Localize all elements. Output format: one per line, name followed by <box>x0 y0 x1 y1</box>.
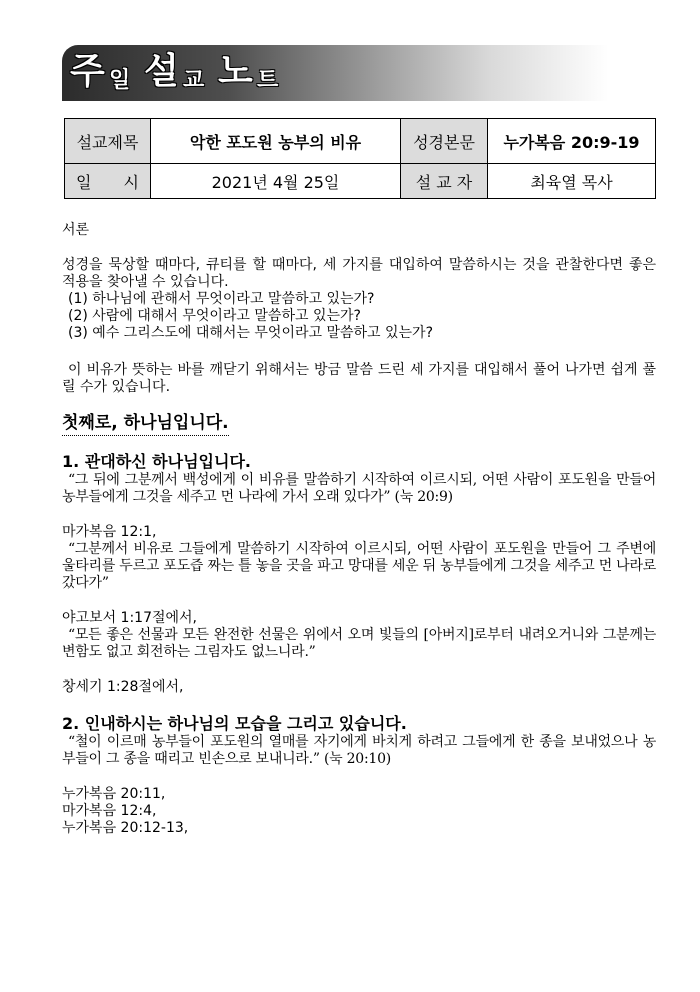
date-label: 일 시 <box>65 164 151 199</box>
banner-char: 일 <box>109 68 131 93</box>
sermon-title-label: 설교제목 <box>65 119 151 164</box>
reference-label: 누가복음 20:12-13, <box>62 820 189 836</box>
title-banner <box>62 45 656 101</box>
question-item: (3) 예수 그리스도에 대해서는 무엇이라고 말씀하고 있는가? <box>68 325 434 341</box>
sermon-body <box>62 222 656 837</box>
question-item: (2) 사람에 대해서 무엇이라고 말씀하고 있는가? <box>68 308 361 324</box>
sermon-date: 2021년 4월 25일 <box>151 164 401 199</box>
banner-char: 주 <box>70 51 105 92</box>
banner-char: 교 <box>183 68 205 93</box>
scripture-quote: “모든 좋은 선물과 모든 완전한 선물은 위에서 오며 빛들의 [아버지]로부터 내려오거니와 그분께는 변함도 없고 회전하는 그림자도 없느니라.” <box>62 627 656 660</box>
question-item: (1) 하나님에 관해서 무엇이라고 말씀하고 있는가? <box>68 291 375 307</box>
preacher-label: 설 교 자 <box>401 164 488 199</box>
point-heading: 1. 관대하신 하나님입니다. <box>62 452 251 471</box>
preacher-name: 최육열 목사 <box>488 164 656 199</box>
scripture-reference: 누가복음 20:9-19 <box>488 119 656 164</box>
reference-label: 마가복음 12:1, <box>62 524 157 540</box>
table-row <box>65 164 656 199</box>
banner-char: 노 <box>218 51 253 92</box>
banner-char: 트 <box>257 68 279 93</box>
table-row <box>65 119 656 164</box>
section-heading: 첫째로, 하나님입니다. <box>62 412 229 436</box>
point-heading: 2. 인내하시는 하나님의 모습을 그리고 있습니다. <box>62 714 407 733</box>
intro-heading: 서론 <box>62 222 90 238</box>
reference-label: 창세기 1:28절에서, <box>62 679 184 695</box>
parable-paragraph: 이 비유가 뜻하는 바를 깨닫기 위해서는 방금 말씀 드린 세 가지를 대입해서 풀어 나가면 쉽게 풀릴 수가 있습니다. <box>62 362 656 395</box>
reference-label: 마가복음 12:4, <box>62 803 157 819</box>
sermon-title: 악한 포도원 농부의 비유 <box>151 119 401 164</box>
intro-paragraph: 성경을 묵상할 때마다, 큐티를 할 때마다, 세 가지를 대입하여 말씀하시는 것을 관찰한다면 좋은 적용을 찾아낼 수 있습니다. <box>62 257 656 290</box>
scripture-label: 성경본문 <box>401 119 488 164</box>
scripture-quote: “그분께서 비유로 그들에게 말씀하기 시작하여 이르시되, 어떤 사람이 포도원을 만들어 그 주변에 울타리를 두르고 포도즙 짜는 틀 놓을 곳을 파고 망대를 세운 뒤 농부들에게 그것을 세주고 먼 나라로 갔다가” <box>62 541 656 591</box>
reference-label: 야고보서 1:17절에서, <box>62 610 198 626</box>
scripture-quote: “그 뒤에 그분께서 백성에게 이 비유를 말씀하기 시작하여 이르시되, 어떤 사람이 포도원을 만들어 농부들에게 그것을 세주고 먼 나라에 가서 오래 있다가” (눅 20:9) <box>62 472 656 505</box>
sermon-info-table <box>64 118 656 199</box>
scripture-quote: “철이 이르매 농부들이 포도원의 열매를 자기에게 바치게 하려고 그들에게 한 종을 보내었으나 농부들이 그 종을 때리고 빈손으로 보내니라.” (눅 20:10) <box>62 734 656 767</box>
banner-char: 설 <box>144 51 179 92</box>
reference-label: 누가복음 20:11, <box>62 786 166 802</box>
